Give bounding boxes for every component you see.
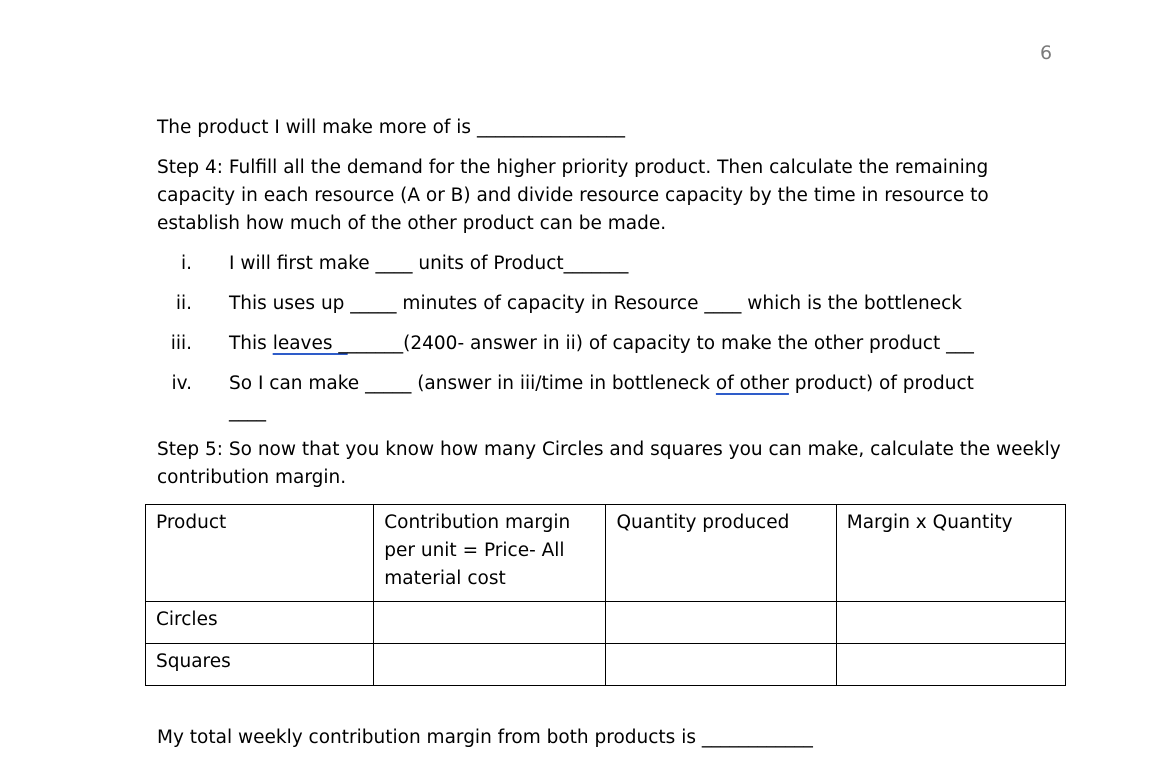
step4-paragraph (157, 154, 1057, 238)
cell-margin-circles[interactable] (374, 602, 606, 644)
item-iv-post: product) of product (788, 373, 974, 394)
contribution-margin-table (145, 504, 1066, 686)
item-iii-text (229, 330, 974, 358)
cell-product-circles: Circles (146, 602, 374, 644)
step5-line-2: contribution margin. (157, 467, 347, 488)
item-numeral-iv: iv. (171, 373, 192, 394)
item-iii-flagged-word: leaves _ (272, 333, 348, 354)
item-iii-post: ______(2400- answer in ii) of capacity to make the other product ___ (347, 333, 974, 354)
item-iv-text (229, 370, 974, 398)
cell-total-circles[interactable] (836, 602, 1065, 644)
cell-margin-squares[interactable] (374, 644, 606, 686)
table-row (146, 644, 1066, 686)
page-number: 6 (1040, 42, 1053, 64)
table-row (146, 602, 1066, 644)
header-cm-line-1: Contribution margin (384, 512, 571, 533)
header-cm-line-3: material cost (384, 568, 506, 589)
product-more-line: The product I will make more of is ________________ (157, 117, 625, 138)
step4-line-1: Step 4: Fulfill all the demand for the higher priority product. Then calculate the remaining (157, 157, 989, 178)
cell-quantity-circles[interactable] (606, 602, 836, 644)
header-cm-line-2: per unit = Price- All (384, 540, 565, 561)
item-iii-pre: This (229, 333, 273, 354)
cell-product-squares: Squares (146, 644, 374, 686)
step4-line-2: capacity in each resource (A or B) and divide resource capacity by the time in resource to (157, 185, 989, 206)
item-numeral-iii: iii. (170, 333, 192, 354)
header-product: Product (146, 505, 374, 602)
cell-total-squares[interactable] (836, 644, 1065, 686)
item-numeral-i: i. (180, 253, 192, 274)
header-quantity-produced: Quantity produced (606, 505, 836, 602)
cell-quantity-squares[interactable] (606, 644, 836, 686)
header-contribution-margin (374, 505, 606, 602)
item-ii-text: This uses up _____ minutes of capacity in Resource ____ which is the bottleneck (229, 293, 962, 314)
item-numeral-ii: ii. (175, 293, 192, 314)
header-margin-x-quantity: Margin x Quantity (836, 505, 1065, 602)
item-iv-pre: So I can make _____ (answer in iii/time in bottleneck (229, 373, 716, 394)
step5-line-1: Step 5: So now that you know how many Circles and squares you can make, calculate the weekly (157, 439, 1061, 460)
total-margin-line: My total weekly contribution margin from both products is ____________ (157, 727, 813, 748)
item-i-text: I will first make ____ units of Product_______ (229, 253, 629, 274)
step5-paragraph (157, 436, 1061, 492)
item-iv-continuation: ____ (229, 401, 266, 422)
item-iv-flagged-word: of other (715, 373, 789, 394)
table-header-row (146, 505, 1066, 602)
step4-line-3: establish how much of the other product can be made. (157, 213, 667, 234)
